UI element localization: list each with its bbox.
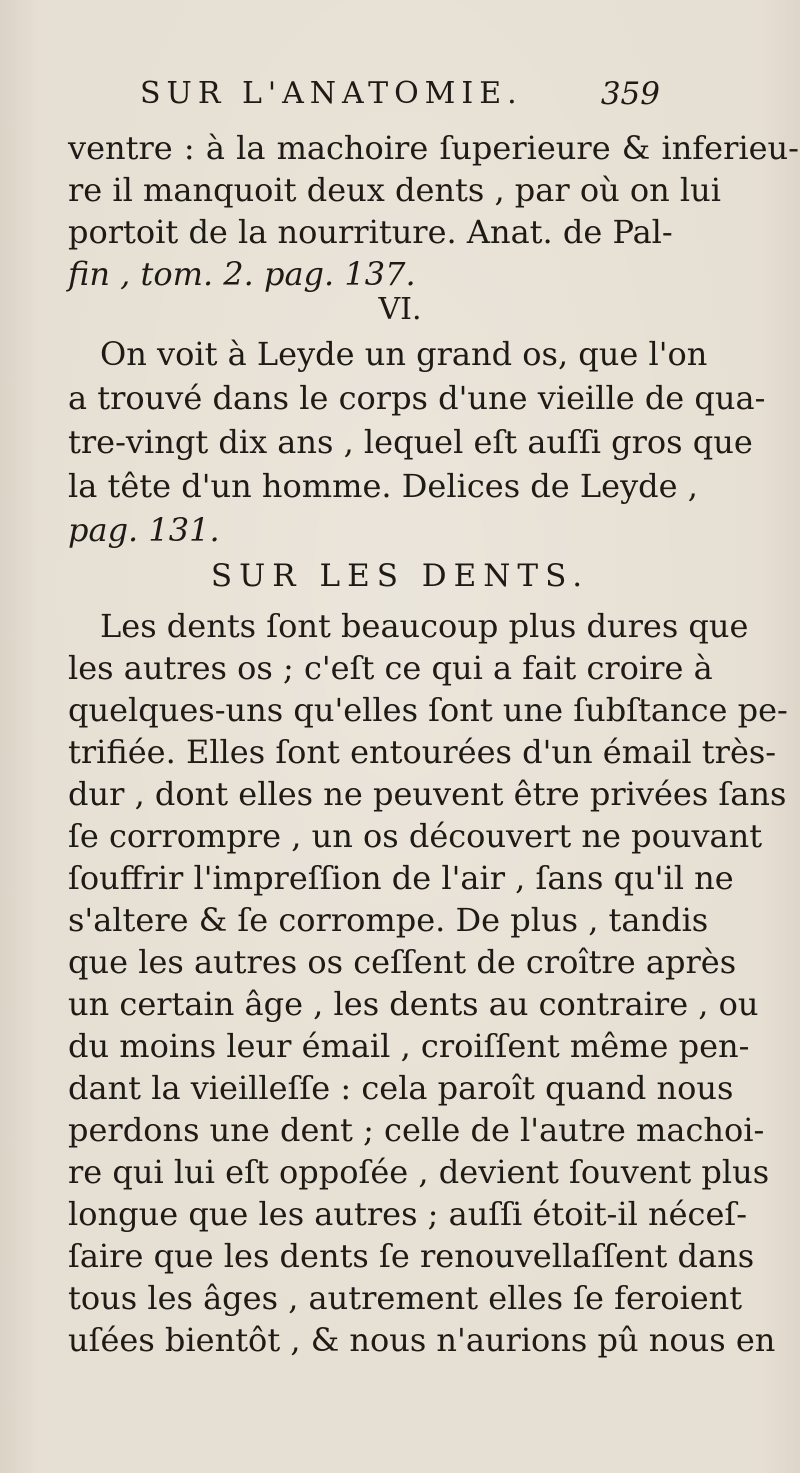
text-line: ſouffrir l'impreſſion de l'air , ſans qu'il ne <box>68 859 734 897</box>
text-line: un certain âge , les dents au contraire , ou <box>68 985 759 1023</box>
text-line: dant la vieilleſſe : cela paroît quand nous <box>68 1069 734 1107</box>
text-line: ſaire que les dents ſe renouvellaſſent dans <box>68 1237 755 1275</box>
text-line: re qui lui eſt oppoſée , devient ſouvent plus <box>68 1153 770 1191</box>
text-line: tous les âges , autrement elles ſe feroient <box>68 1279 743 1317</box>
text-line: pag. 131. <box>68 511 220 549</box>
text-line: re il manquoit deux dents , par où on lui <box>68 171 721 209</box>
text-line: fin , tom. 2. pag. 137. <box>68 255 416 293</box>
page-header <box>140 76 660 116</box>
paragraph-start: Les dents ſont beaucoup plus dures que <box>100 607 749 645</box>
paragraph-start: On voit à Leyde un grand os, que l'on <box>100 335 708 373</box>
text-line: dur , dont elles ne peuvent être privées ſans <box>68 775 787 813</box>
text-line: les autres os ; c'eſt ce qui a fait croire à <box>68 649 713 687</box>
text-line: trifiée. Elles ſont entourées d'un émail très- <box>68 733 777 771</box>
page-number: 359 <box>600 76 660 112</box>
text-line: uſées bientôt , & nous n'aurions pû nous en <box>68 1321 776 1359</box>
text-line: du moins leur émail , croiſſent même pen- <box>68 1027 750 1065</box>
text-line: portoit de la nourriture. Anat. de Pal- <box>68 213 673 251</box>
running-head: SUR L'ANATOMIE. <box>140 76 523 111</box>
text-line: quelques-uns qu'elles ſont une ſubſtance pe- <box>68 691 788 729</box>
text-line: ventre : à la machoire ſuperieure & inferieu- <box>68 129 799 167</box>
text-line: que les autres os ceſſent de croître après <box>68 943 737 981</box>
text-line: ſe corrompre , un os découvert ne pouvant <box>68 817 763 855</box>
text-line: longue que les autres ; auſſi étoit-il néceſ- <box>68 1195 748 1233</box>
text-line: la tête d'un homme. Delices de Leyde , <box>68 467 698 505</box>
text-line: tre-vingt dix ans , lequel eſt auſſi gros que <box>68 423 753 461</box>
text-line: a trouvé dans le corps d'une vieille de qua- <box>68 379 766 417</box>
text-line: s'altere & ſe corrompe. De plus , tandis <box>68 901 709 939</box>
text-line: perdons une dent ; celle de l'autre machoi- <box>68 1111 765 1149</box>
section-number: VI. <box>378 292 422 327</box>
section-heading: SUR LES DENTS. <box>210 558 590 594</box>
